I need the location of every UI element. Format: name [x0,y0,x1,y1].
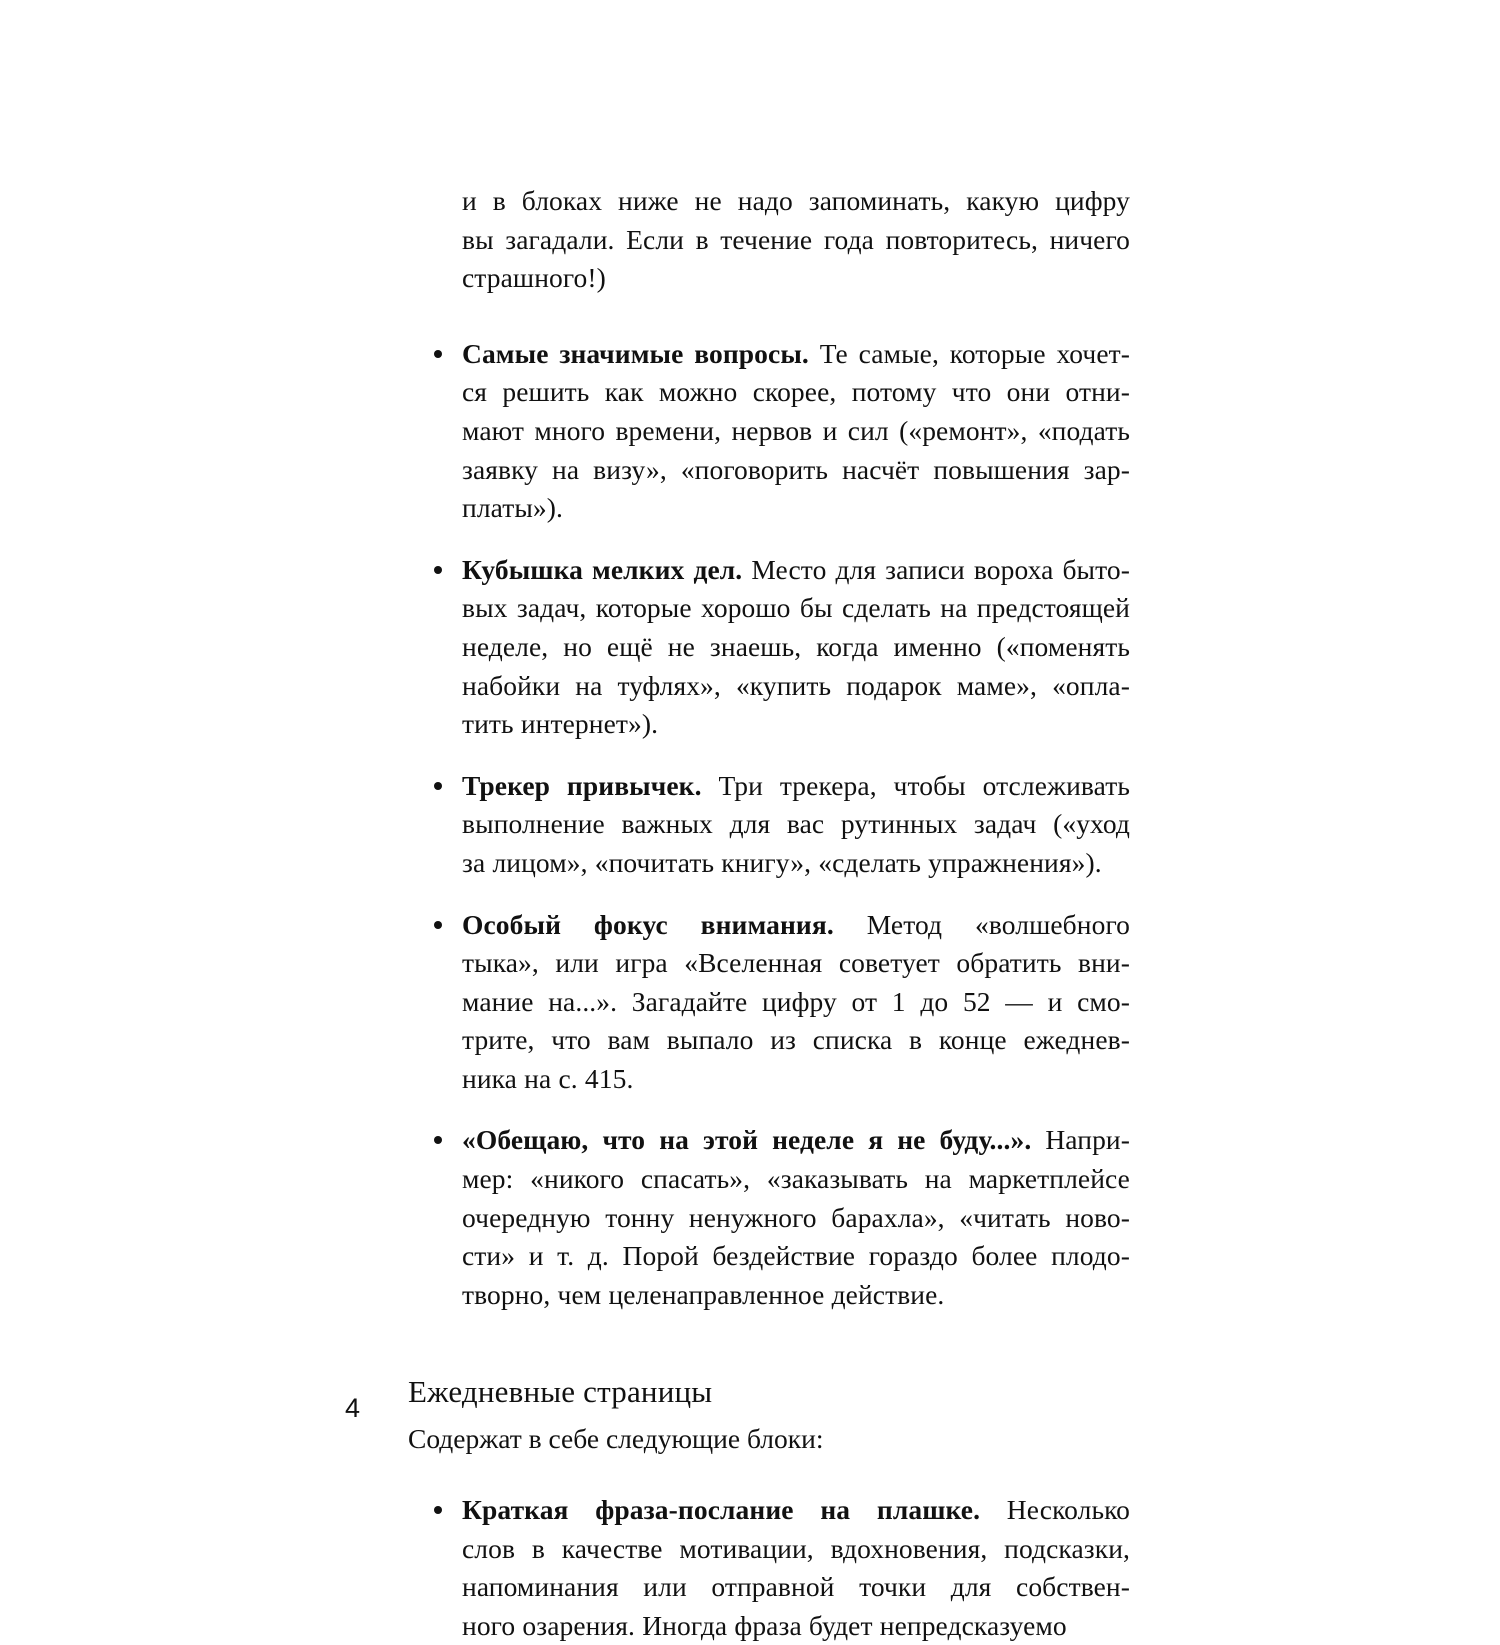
bullet-list-section [408,1491,1130,1645]
list-item-text [462,1491,1130,1645]
bullet-dot-icon [434,782,442,790]
text-line: «Обещаю, что на этой неделе я не буду...». Напри- [462,1124,1130,1156]
text-line: страшного!) [462,262,606,294]
text-line: вых задач, которые хорошо бы сделать на предстоящей [462,592,1130,624]
list-item-text [462,335,1130,528]
list-item [462,1121,1130,1314]
text-line: Самые значимые вопросы. Те самые, которые хочет- [462,337,1130,369]
bullet-lead: Особый фокус внимания. [462,908,834,940]
list-item-text [462,767,1130,883]
text-line: заявку на визу», «поговорить насчёт повышения зар- [462,453,1130,485]
text-line: мают много времени, нервов и сил («ремонт», «подать [462,414,1130,446]
text-line: мание на...». Загадайте цифру от 1 до 52 — и смо- [462,985,1130,1017]
text-line: слов в качестве мотивации, вдохновения, подсказки, [462,1532,1130,1564]
text-line: ного озарения. Иногда фраза будет непредсказуемо [462,1609,1067,1641]
text-line: и в блоках ниже не надо запоминать, какую цифру [462,185,1130,216]
text-line: творно, чем целенаправленное действие. [462,1278,945,1310]
bullet-lead: Кубышка мелких дел. [462,553,743,585]
text-line: ника на с. 415. [462,1062,634,1094]
bullet-dot-icon [434,566,442,574]
list-item [462,335,1130,528]
text-line: напоминания или отправной точки для собствен- [462,1571,1130,1603]
text-line: тыка», или игра «Вселенная советует обратить вни- [462,947,1130,979]
section-subtitle: Содержат в себе следующие блоки: [408,1423,824,1455]
text-line: выполнение важных для вас рутинных задач («уход [462,808,1130,840]
page-number: 4 [345,1393,361,1423]
text-line: Особый фокус внимания. Метод «волшебного [462,908,1130,940]
text-line: трите, что вам выпало из списка в конце ежеднев- [462,1024,1130,1056]
list-item [462,767,1130,883]
text-line: ся решить как можно скорее, потому что они отни- [462,376,1130,408]
list-item-text [462,906,1130,1099]
text-line: Краткая фраза-послание на плашке. Несколько [462,1494,1130,1526]
bullet-list-top [408,335,1130,1315]
list-item [462,906,1130,1099]
section-daily-pages [408,1372,1130,1645]
text-line: Кубышка мелких дел. Место для записи вороха быто- [462,553,1130,585]
bullet-dot-icon [434,1506,442,1514]
text-column [408,182,1130,1645]
text-line: тить интернет»). [462,708,659,740]
bullet-lead: «Обещаю, что на этой неделе я не буду...». [462,1124,1032,1156]
text-line: мер: «никого спасать», «заказывать на маркетплейсе [462,1163,1130,1195]
bullet-lead: Самые значимые вопросы. [462,337,809,369]
list-item-text [462,551,1130,744]
bullet-dot-icon [434,921,442,929]
bullet-lead: Краткая фраза-послание на плашке. [462,1494,981,1526]
text-line: набойки на туфлях», «купить подарок маме», «опла- [462,669,1130,701]
bullet-dot-icon [434,1136,442,1144]
list-item [462,1491,1130,1645]
text-line: вы загадали. Если в течение года повторитесь, ничего [462,223,1130,255]
text-line: неделе, но ещё не знаешь, когда именно («поменять [462,630,1130,662]
text-line: сти» и т. д. Порой бездействие гораздо более плодо- [462,1240,1130,1272]
section-title: Ежедневные страницы [408,1374,713,1410]
text-line: платы»). [462,492,564,524]
text-line: за лицом», «почитать книгу», «сделать упражнения»). [462,846,1102,878]
bullet-lead: Трекер привычек. [462,769,702,801]
text-line: Трекер привычек. Три трекера, чтобы отслеживать [462,769,1130,801]
list-item [462,551,1130,744]
intro-paragraph [462,182,1130,298]
list-item-text [462,1121,1130,1314]
text-line: очередную тонну ненужного барахла», «читать ново- [462,1201,1130,1233]
bullet-dot-icon [434,350,442,358]
